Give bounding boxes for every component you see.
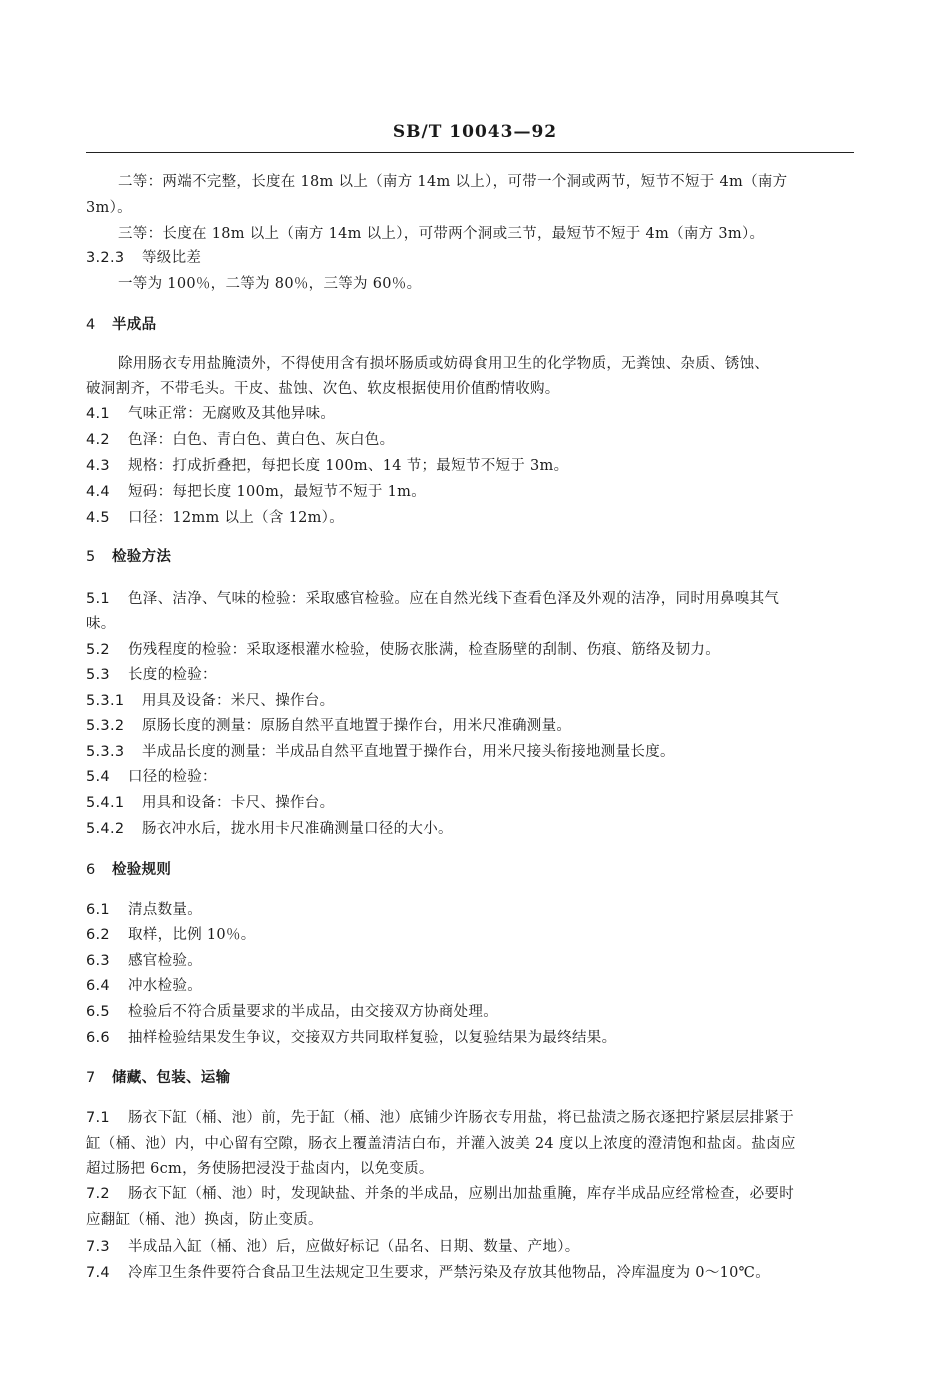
clause-5-3-3 [86, 742, 856, 762]
clause-text: 口径：12mm 以上（含 12m）。 [128, 510, 345, 526]
clause-4-4 [86, 482, 856, 502]
clause-number: 5.2 [86, 642, 110, 658]
clause-number: 7.4 [86, 1265, 110, 1281]
clause-text: 冲水检验。 [128, 978, 202, 994]
clause-number: 6.5 [86, 1004, 110, 1020]
clause-text: 肠衣下缸（桶、池）前，先于缸（桶、池）底铺少许肠衣专用盐，将已盐渍之肠衣逐把拧紧层层排紧于 [128, 1110, 794, 1126]
clause-text: 取样，比例 10％。 [128, 927, 256, 943]
clause-5-3 [86, 665, 856, 685]
section-number: 6 [86, 862, 96, 878]
clause-text: 半成品长度的测量：半成品自然平直地置于操作台，用米尺接头衔接地测量长度。 [142, 744, 675, 760]
clause-number: 4.3 [86, 458, 110, 474]
clause-5-2 [86, 640, 856, 660]
clause-number: 7.3 [86, 1239, 110, 1255]
clause-5-3-1 [86, 691, 856, 711]
clause-text: 规格：打成折叠把，每把长度 100m、14 节；最短节不短于 3m。 [128, 458, 569, 474]
clause-text: 半成品入缸（桶、池）后，应做好标记（品名、日期、数量、产地）。 [128, 1239, 580, 1255]
clause-number: 5.3 [86, 667, 110, 683]
clause-text: 等级比差 [142, 250, 202, 266]
clause-number: 5.1 [86, 591, 110, 607]
clause-number: 7.2 [86, 1186, 110, 1202]
clause-4-1 [86, 404, 856, 424]
paragraph-line: 超过肠把 6cm，务使肠把浸没于盐卤内，以免变质。 [86, 1161, 434, 1177]
clause-7-4 [86, 1263, 856, 1283]
clause-text: 口径的检验： [128, 769, 217, 785]
clause-6-5 [86, 1002, 856, 1022]
clause-text: 伤残程度的检验：采取逐根灌水检验，使肠衣胀满，检查肠壁的刮制、伤痕、筋络及韧力。 [128, 642, 720, 658]
clause-number: 5.3.3 [86, 744, 125, 760]
clause-number: 6.6 [86, 1030, 110, 1046]
clause-text: 肠衣冲水后，拢水用卡尺准确测量口径的大小。 [142, 821, 453, 837]
standard-code-header: SB/T 10043—92 [392, 122, 558, 142]
clause-6-3 [86, 951, 856, 971]
clause-text: 色泽：白色、青白色、黄白色、灰白色。 [128, 432, 395, 448]
clause-6-2 [86, 925, 856, 945]
clause-6-1 [86, 900, 856, 920]
clause-number: 6.2 [86, 927, 110, 943]
section-title: 储藏、包装、运输 [112, 1069, 231, 1086]
section-number: 7 [86, 1070, 96, 1086]
clause-text: 抽样检验结果发生争议，交接双方共同取样复验，以复验结果为最终结果。 [128, 1030, 617, 1046]
paragraph-line: 味。 [86, 616, 116, 632]
header-rule [86, 152, 854, 153]
clause-text: 感官检验。 [128, 953, 202, 969]
clause-7-1 [86, 1108, 856, 1128]
clause-text: 色泽、洁净、气味的检验：采取感官检验。应在自然光线下查看色泽及外观的洁净，同时用鼻嗅其气 [128, 591, 780, 607]
clause-number: 6.3 [86, 953, 110, 969]
clause-number: 5.3.2 [86, 718, 125, 734]
section-heading-6 [86, 860, 856, 880]
clause-5-3-2 [86, 716, 856, 736]
section-heading-7 [86, 1068, 856, 1088]
clause-number: 7.1 [86, 1110, 110, 1126]
clause-4-2 [86, 430, 856, 450]
clause-text: 冷库卫生条件要符合食品卫生法规定卫生要求，严禁污染及存放其他物品，冷库温度为 0～10℃。 [128, 1265, 771, 1281]
clause-text: 检验后不符合质量要求的半成品，由交接双方协商处理。 [128, 1004, 498, 1020]
section-title: 检验规则 [112, 861, 172, 878]
clause-number: 4.4 [86, 484, 110, 500]
section-number: 5 [86, 549, 96, 565]
paragraph-line: 缸（桶、池）内，中心留有空隙，肠衣上覆盖清洁白布，并灌入波美 24 度以上浓度的澄清饱和盐卤。盐卤应 [86, 1136, 796, 1152]
paragraph-line: 应翻缸（桶、池）换卤，防止变质。 [86, 1212, 323, 1228]
clause-text: 用具及设备：米尺、操作台。 [142, 693, 335, 709]
clause-text: 肠衣下缸（桶、池）时，发现缺盐、并条的半成品，应剔出加盐重腌，库存半成品应经常检查，必要时 [128, 1186, 794, 1202]
clause-5-4-2 [86, 819, 856, 839]
clause-text: 长度的检验： [128, 667, 217, 683]
clause-7-3 [86, 1237, 856, 1257]
section-title: 检验方法 [112, 548, 172, 565]
clause-6-6 [86, 1028, 856, 1048]
section-number: 4 [86, 317, 96, 333]
clause-3-2-3 [86, 248, 856, 268]
clause-number: 4.2 [86, 432, 110, 448]
clause-7-2 [86, 1184, 856, 1204]
clause-number: 6.1 [86, 902, 110, 918]
clause-5-4 [86, 767, 856, 787]
clause-number: 5.4 [86, 769, 110, 785]
section-heading-5 [86, 547, 856, 567]
clause-text: 气味正常：无腐败及其他异味。 [128, 406, 336, 422]
clause-4-5 [86, 508, 856, 528]
clause-number: 3.2.3 [86, 250, 125, 266]
section-title: 半成品 [112, 316, 157, 333]
clause-text: 短码：每把长度 100m，最短节不短于 1m。 [128, 484, 427, 500]
clause-6-4 [86, 976, 856, 996]
paragraph-line: 破洞割齐，不带毛头。干皮、盐蚀、次色、软皮根据使用价值酌情收购。 [86, 381, 560, 397]
paragraph-line: 除用肠衣专用盐腌渍外，不得使用含有损坏肠质或妨碍食用卫生的化学物质，无粪蚀、杂质、锈蚀、 [118, 356, 770, 372]
paragraph-line: 三等：长度在 18m 以上（南方 14m 以上），可带两个洞或三节，最短节不短于 4m（南方 3m）。 [118, 226, 765, 242]
clause-text: 用具和设备：卡尺、操作台。 [142, 795, 335, 811]
clause-text: 清点数量。 [128, 902, 202, 918]
clause-5-4-1 [86, 793, 856, 813]
clause-number: 5.4.1 [86, 795, 125, 811]
paragraph-line: 二等：两端不完整，长度在 18m 以上（南方 14m 以上），可带一个洞或两节，短节不短于 4m（南方 [118, 174, 788, 190]
clause-number: 4.5 [86, 510, 110, 526]
paragraph-line: 3m）。 [86, 200, 132, 216]
clause-number: 5.3.1 [86, 693, 125, 709]
clause-5-1 [86, 589, 856, 609]
clause-number: 4.1 [86, 406, 110, 422]
clause-4-3 [86, 456, 856, 476]
paragraph-line: 一等为 100％，二等为 80％，三等为 60％。 [118, 276, 422, 292]
clause-number: 6.4 [86, 978, 110, 994]
clause-text: 原肠长度的测量：原肠自然平直地置于操作台，用米尺准确测量。 [142, 718, 572, 734]
clause-number: 5.4.2 [86, 821, 125, 837]
section-heading-4 [86, 315, 856, 335]
